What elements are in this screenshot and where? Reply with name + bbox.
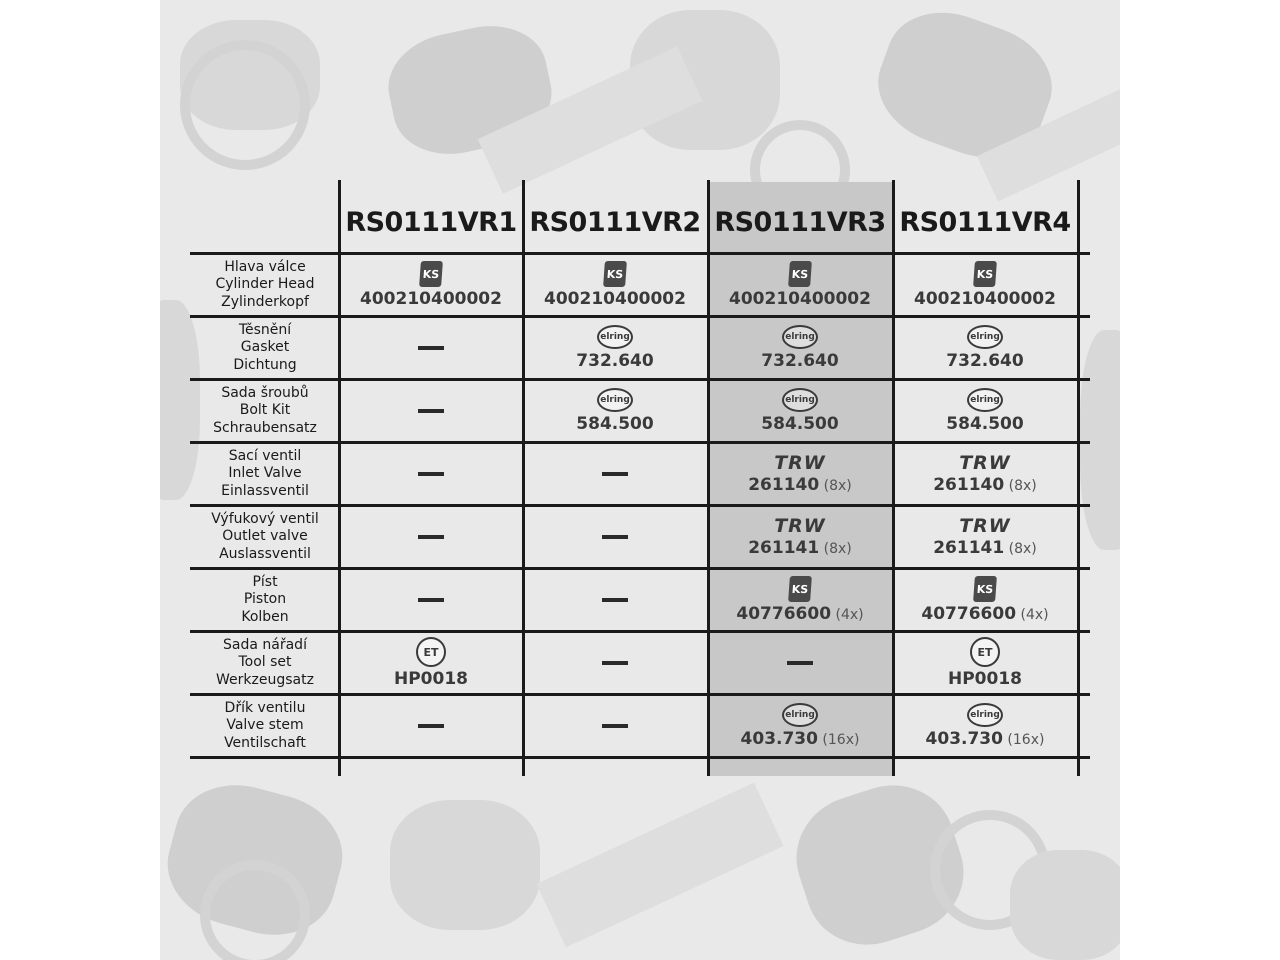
table-cell <box>340 633 522 693</box>
table-cell <box>894 696 1076 756</box>
not-included-dash <box>602 661 628 665</box>
row-label-bolt-kit: Sada šroubů Bolt Kit Schraubensatz <box>213 384 317 436</box>
trw-logo-icon: TRW <box>959 452 1011 474</box>
table-cell <box>894 381 1076 441</box>
table-cell <box>524 318 706 378</box>
part-quantity: (8x) <box>1004 478 1037 494</box>
ks-logo-icon: KS <box>973 576 997 602</box>
ks-logo-icon: KS <box>973 261 997 287</box>
table-cell <box>524 381 706 441</box>
elring-logo-icon: elring <box>967 703 1003 727</box>
not-included-dash <box>787 661 813 665</box>
table-cell <box>524 255 706 315</box>
part-number: 261141 (8x) <box>748 538 852 558</box>
trw-logo-icon: TRW <box>959 515 1011 537</box>
elring-logo-icon: elring <box>782 388 818 412</box>
elring-logo-icon: elring <box>782 703 818 727</box>
part-number: HP0018 <box>393 669 468 689</box>
not-included-dash <box>602 724 628 728</box>
table-cell <box>340 381 522 441</box>
row-label-inlet-valve: Sací ventil Inlet Valve Einlassventil <box>221 447 309 499</box>
table-cell <box>709 381 891 441</box>
part-number: 400210400002 <box>729 289 871 309</box>
not-included-dash <box>602 535 628 539</box>
table-cell <box>709 696 891 756</box>
et-logo-icon: ET <box>970 637 1000 667</box>
row-label-gasket: Těsnění Gasket Dichtung <box>233 321 297 373</box>
part-number: HP0018 <box>947 669 1022 689</box>
not-included-dash <box>418 598 444 602</box>
part-number: 400210400002 <box>544 289 686 309</box>
row-label-outlet-valve: Výfukový ventil Outlet valve Auslassventil <box>211 510 319 562</box>
part-number: 40776600 (4x) <box>736 604 864 624</box>
row-label-piston: Píst Piston Kolben <box>241 573 289 625</box>
part-quantity: (8x) <box>819 541 852 557</box>
part-quantity: (8x) <box>819 478 852 494</box>
not-included-dash <box>418 409 444 413</box>
elring-logo-icon: elring <box>597 325 633 349</box>
table-cell <box>709 570 891 630</box>
elring-logo-icon: elring <box>597 388 633 412</box>
table-cell <box>340 570 522 630</box>
table-cell <box>340 318 522 378</box>
not-included-dash <box>602 598 628 602</box>
part-number: 261140 (8x) <box>933 475 1037 495</box>
part-number: 400210400002 <box>360 289 502 309</box>
part-number: 732.640 <box>946 351 1024 371</box>
part-number: 40776600 (4x) <box>921 604 1049 624</box>
table-cell <box>894 570 1076 630</box>
row-label-cylinder-head: Hlava válce Cylinder Head Zylinderkopf <box>215 258 315 310</box>
trw-logo-icon: TRW <box>774 452 826 474</box>
grid-hline <box>190 756 1090 759</box>
table-cell <box>709 255 891 315</box>
row-label-valve-stem: Dřík ventilu Valve stem Ventilschaft <box>224 699 306 751</box>
not-included-dash <box>418 724 444 728</box>
table-cell <box>340 507 522 567</box>
not-included-dash <box>418 535 444 539</box>
table-cell <box>524 507 706 567</box>
column-header-rs0111vr1: RS0111VR1 <box>345 206 517 238</box>
part-number: 732.640 <box>761 351 839 371</box>
not-included-dash <box>418 472 444 476</box>
grid-vline <box>1077 180 1080 776</box>
table-cell <box>894 507 1076 567</box>
ks-logo-icon: KS <box>788 261 812 287</box>
not-included-dash <box>602 472 628 476</box>
table-cell <box>524 444 706 504</box>
column-header-rs0111vr2: RS0111VR2 <box>529 206 701 238</box>
ks-logo-icon: KS <box>603 261 627 287</box>
table-cell <box>894 318 1076 378</box>
part-number: 403.730 (16x) <box>925 729 1045 749</box>
table-cell <box>894 255 1076 315</box>
table-cell <box>524 570 706 630</box>
part-number: 261141 (8x) <box>933 538 1037 558</box>
part-number: 584.500 <box>761 414 839 434</box>
table-cell <box>709 318 891 378</box>
table-cell <box>894 444 1076 504</box>
table-cell <box>709 633 891 693</box>
table-cell <box>709 507 891 567</box>
et-logo-icon: ET <box>416 637 446 667</box>
table-cell <box>340 696 522 756</box>
part-number: 261140 (8x) <box>748 475 852 495</box>
not-included-dash <box>418 346 444 350</box>
row-label-tool-set: Sada nářadí Tool set Werkzeugsatz <box>216 636 314 688</box>
part-quantity: (16x) <box>817 732 860 748</box>
elring-logo-icon: elring <box>782 325 818 349</box>
elring-logo-icon: elring <box>967 325 1003 349</box>
part-number: 732.640 <box>576 351 654 371</box>
part-quantity: (4x) <box>1016 607 1049 623</box>
part-quantity: (4x) <box>831 607 864 623</box>
column-header-rs0111vr4: RS0111VR4 <box>899 206 1071 238</box>
trw-logo-icon: TRW <box>774 515 826 537</box>
table-cell <box>524 633 706 693</box>
table-cell <box>709 444 891 504</box>
ks-logo-icon: KS <box>788 576 812 602</box>
table-cell <box>894 633 1076 693</box>
part-number: 584.500 <box>946 414 1024 434</box>
column-header-rs0111vr3: RS0111VR3 <box>714 206 886 238</box>
part-number: 584.500 <box>576 414 654 434</box>
table-cell <box>524 696 706 756</box>
part-number: 400210400002 <box>914 289 1056 309</box>
part-number: 403.730 (16x) <box>740 729 860 749</box>
table-cell <box>340 255 522 315</box>
table-cell <box>340 444 522 504</box>
ks-logo-icon: KS <box>419 261 443 287</box>
elring-logo-icon: elring <box>967 388 1003 412</box>
part-quantity: (16x) <box>1002 732 1045 748</box>
part-quantity: (8x) <box>1004 541 1037 557</box>
